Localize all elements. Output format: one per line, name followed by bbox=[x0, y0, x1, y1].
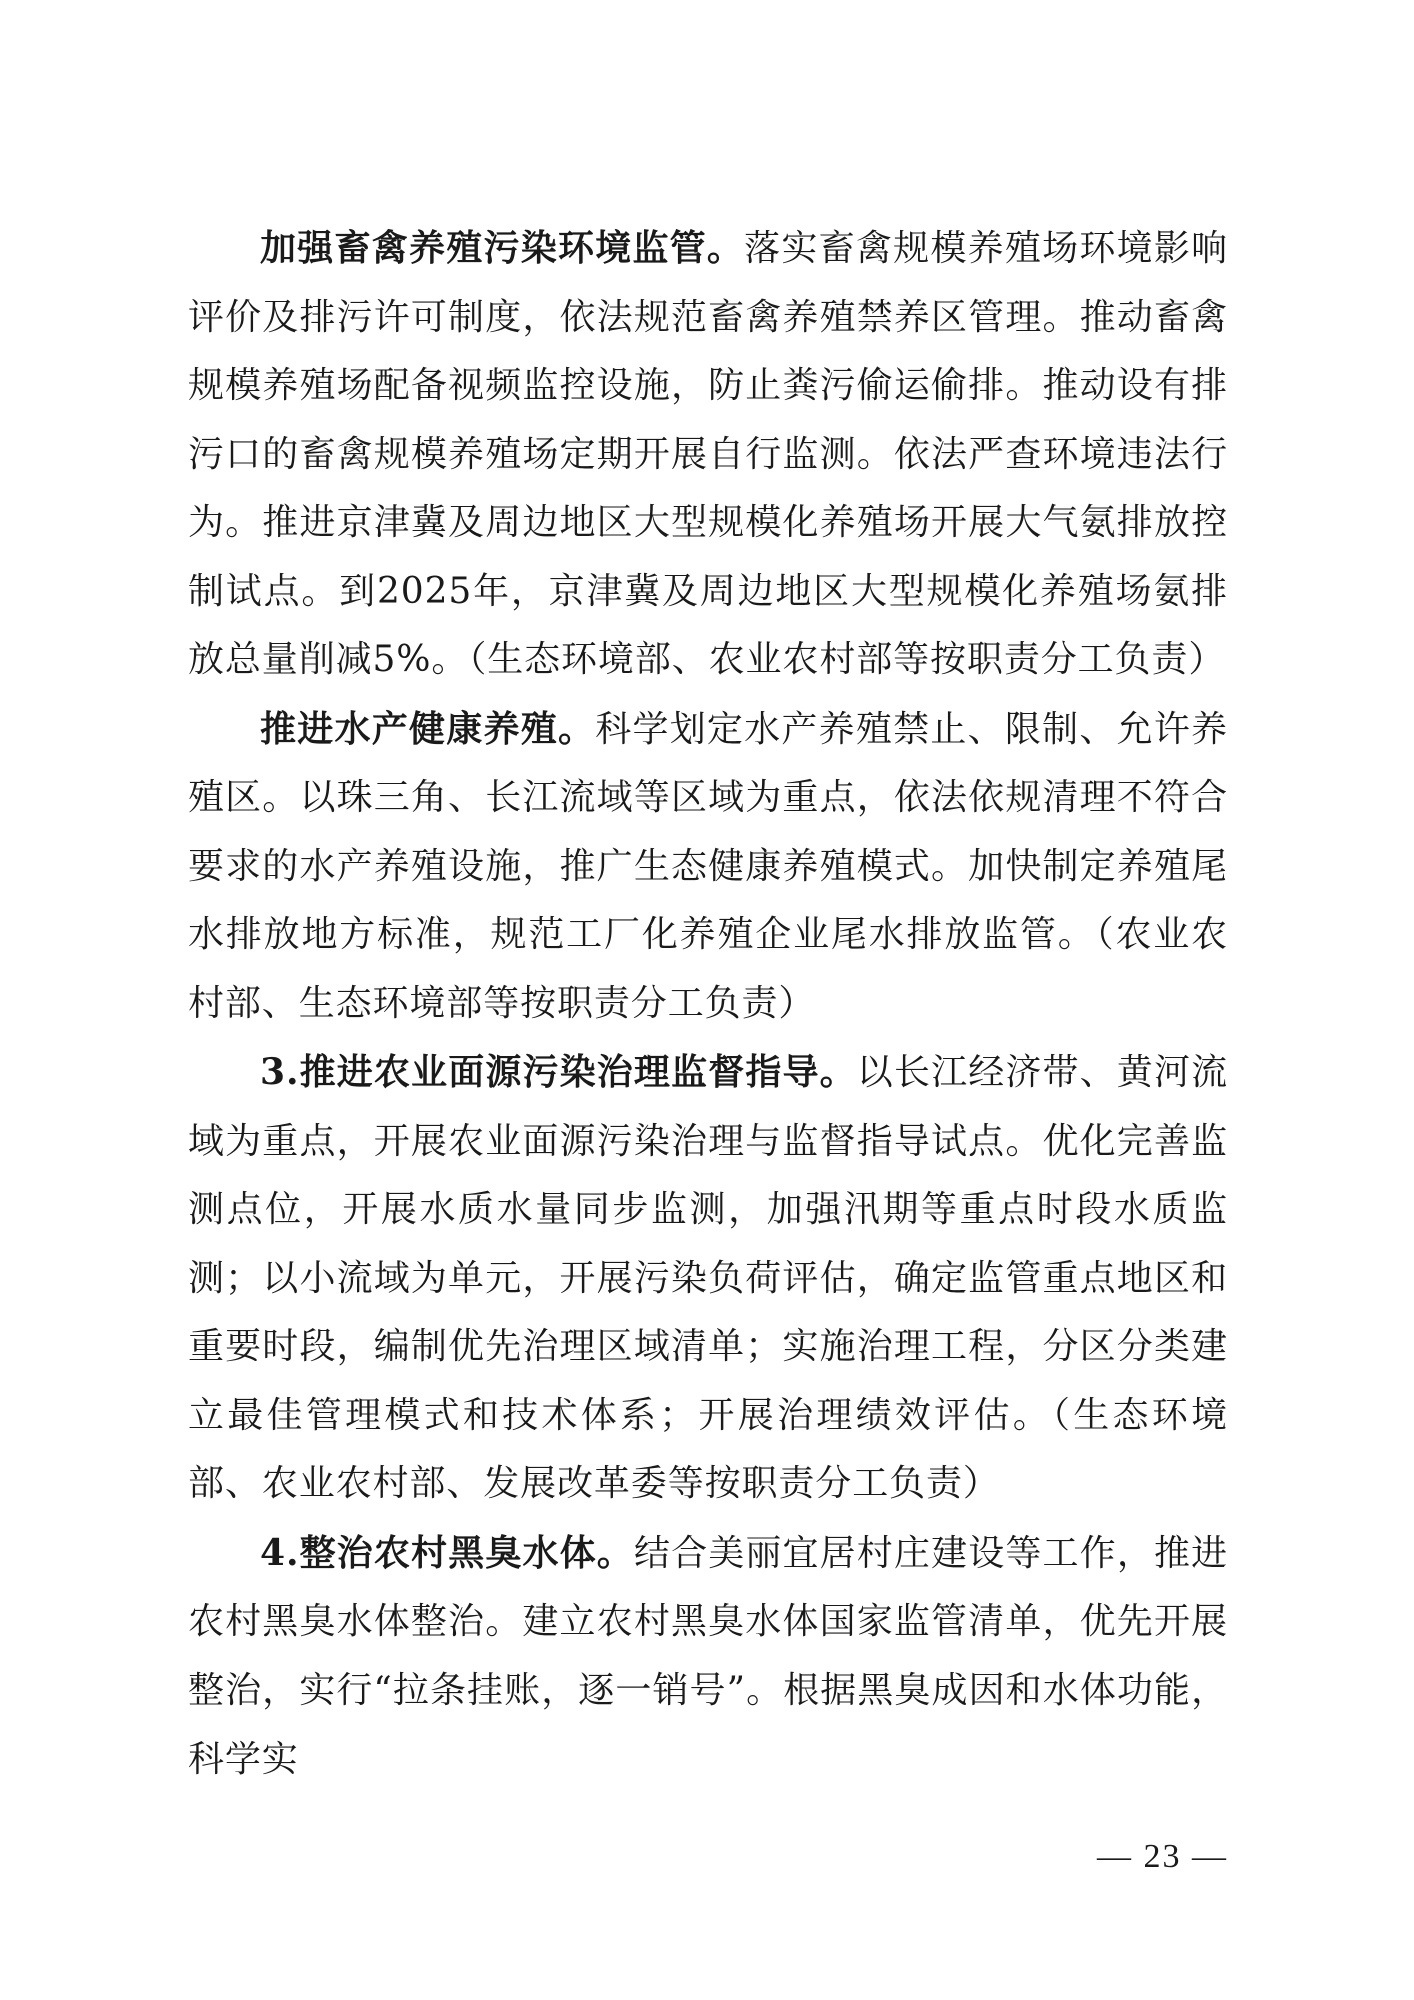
paragraph-nonpoint-source bbox=[188, 1038, 1228, 1519]
paragraph-black-odorous-water bbox=[188, 1519, 1228, 1795]
responsibility-note: （农业农村部、生态环境部等按职责分工负责） bbox=[188, 914, 1228, 1024]
responsibility-note: （生态环境部、农业农村部等按职责分工负责） bbox=[468, 639, 1226, 680]
paragraph-heading: 推进水产健康养殖。 bbox=[260, 707, 596, 750]
page-number: — 23 — bbox=[1097, 1838, 1228, 1875]
paragraph-livestock-pollution bbox=[188, 214, 1228, 695]
paragraph-heading: 3.推进农业面源污染治理监督指导。 bbox=[260, 1051, 857, 1093]
paragraph-text: 落实畜禽规模养殖场环境影响评价及排污许可制度，依法规范畜禽养殖禁养区管理。推动畜禽规模养殖场配备视频监控设施，防止粪污偷运偷排。推动设有排污口的畜禽规模养殖场定期开展自行监测。依法严查环境违法行为。推进京津冀及周边地区大型规模化养殖场开展大气氨排放控制试点。到2025年，京津冀及周边地区大型规模化养殖场氨排放总量削减5%。 bbox=[188, 228, 1228, 680]
paragraph-heading: 加强畜禽养殖污染环境监管。 bbox=[260, 227, 745, 269]
responsibility-note: （生态环境部、农业农村部、发展改革委等按职责分工负责） bbox=[188, 1394, 1228, 1504]
paragraph-text: 科学划定水产养殖禁止、限制、允许养殖区。以珠三角、长江流域等区域为重点，依法依规清理不符合要求的水产养殖设施，推广生态健康养殖模式。加快制定养殖尾水排放地方标准，规范工厂化养殖企业尾水排放监管。 bbox=[188, 708, 1228, 955]
paragraph-aquaculture bbox=[188, 695, 1228, 1039]
paragraph-heading: 4.整治农村黑臭水体。 bbox=[260, 1531, 634, 1574]
paragraph-text: 结合美丽宜居村庄建设等工作，推进农村黑臭水体整治。建立农村黑臭水体国家监管清单，优先开展整治，实行“拉条挂账，逐一销号”。根据黑臭成因和水体功能，科学实 bbox=[188, 1532, 1229, 1780]
document-body bbox=[188, 214, 1228, 1795]
paragraph-text: 以长江经济带、黄河流域为重点，开展农业面源污染治理与监督指导试点。优化完善监测点位，开展水质水量同步监测，加强汛期等重点时段水质监测；以小流域为单元，开展污染负荷评估，确定监管重点地区和重要时段，编制优先治理区域清单；实施治理工程，分区分类建立最佳管理模式和技术体系；开展治理绩效评估。 bbox=[188, 1052, 1228, 1436]
